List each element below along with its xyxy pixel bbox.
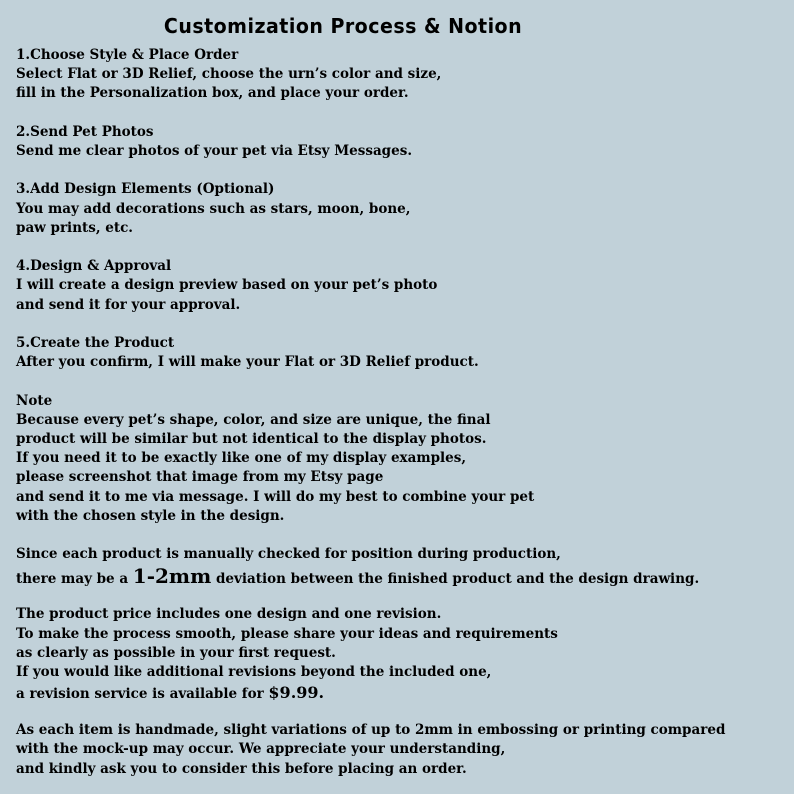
note-heading: Note — [16, 392, 53, 409]
instructions-body — [16, 46, 786, 779]
note-line: product will be similar but not identical to the display photos. — [16, 430, 487, 447]
step3-heading: 3.Add Design Elements (Optional) — [16, 181, 275, 198]
step4-line1: I will create a design preview based on your pet’s photo — [16, 277, 438, 294]
deviation-before: there may be a — [16, 571, 133, 588]
step3-line2: paw prints, etc. — [16, 219, 133, 236]
note-line: please screenshot that image from my Etsy page — [16, 469, 384, 486]
page-title: Customization Process & Notion — [163, 14, 523, 38]
step2-heading: 2.Send Pet Photos — [16, 123, 154, 140]
note-line: with the chosen style in the design. — [16, 507, 285, 524]
pricing-last-before: a revision service is available for — [16, 686, 269, 703]
step5-heading: 5.Create the Product — [16, 334, 175, 351]
pricing-line: as clearly as possible in your first request. — [16, 644, 336, 661]
step3-line1: You may add decorations such as stars, moon, bone, — [16, 200, 411, 217]
pricing-line: To make the process smooth, please share your ideas and requirements — [16, 625, 558, 642]
handmade-line: and kindly ask you to consider this before placing an order. — [16, 760, 467, 777]
step1-line1: Select Flat or 3D Relief, choose the urn’s color and size, — [16, 66, 442, 83]
step4-line2: and send it for your approval. — [16, 296, 241, 313]
step2-line1: Send me clear photos of your pet via Etsy Messages. — [16, 143, 413, 159]
pricing-last-line — [16, 682, 786, 705]
handmade-line: with the mock-up may occur. We appreciate your understanding, — [16, 741, 506, 758]
step4-heading: 4.Design & Approval — [16, 258, 172, 275]
note-line: and send it to me via message. I will do my best to combine your pet — [16, 488, 535, 505]
handmade-line: As each item is handmade, slight variations of up to 2mm in embossing or printing compared — [16, 722, 726, 739]
step1-heading: 1.Choose Style & Place Order — [16, 47, 239, 63]
step5-line1: After you confirm, I will make your Flat or 3D Relief product. — [16, 354, 479, 371]
pricing-line: If you would like additional revisions beyond the included one, — [16, 664, 492, 680]
deviation-line1: Since each product is manually checked for position during production, — [16, 546, 561, 563]
step1-line2: fill in the Personalization box, and place your order. — [16, 85, 409, 102]
pricing-line: The product price includes one design and one revision. — [16, 606, 442, 623]
deviation-line2 — [16, 564, 786, 591]
note-line: If you need it to be exactly like one of my display examples, — [16, 450, 467, 467]
deviation-after: deviation between the finished product and the design drawing. — [211, 571, 700, 588]
deviation-highlight: 1-2mm — [132, 564, 212, 589]
revision-price: $9.99. — [268, 683, 325, 703]
note-line: Because every pet’s shape, color, and size are unique, the final — [16, 411, 491, 428]
